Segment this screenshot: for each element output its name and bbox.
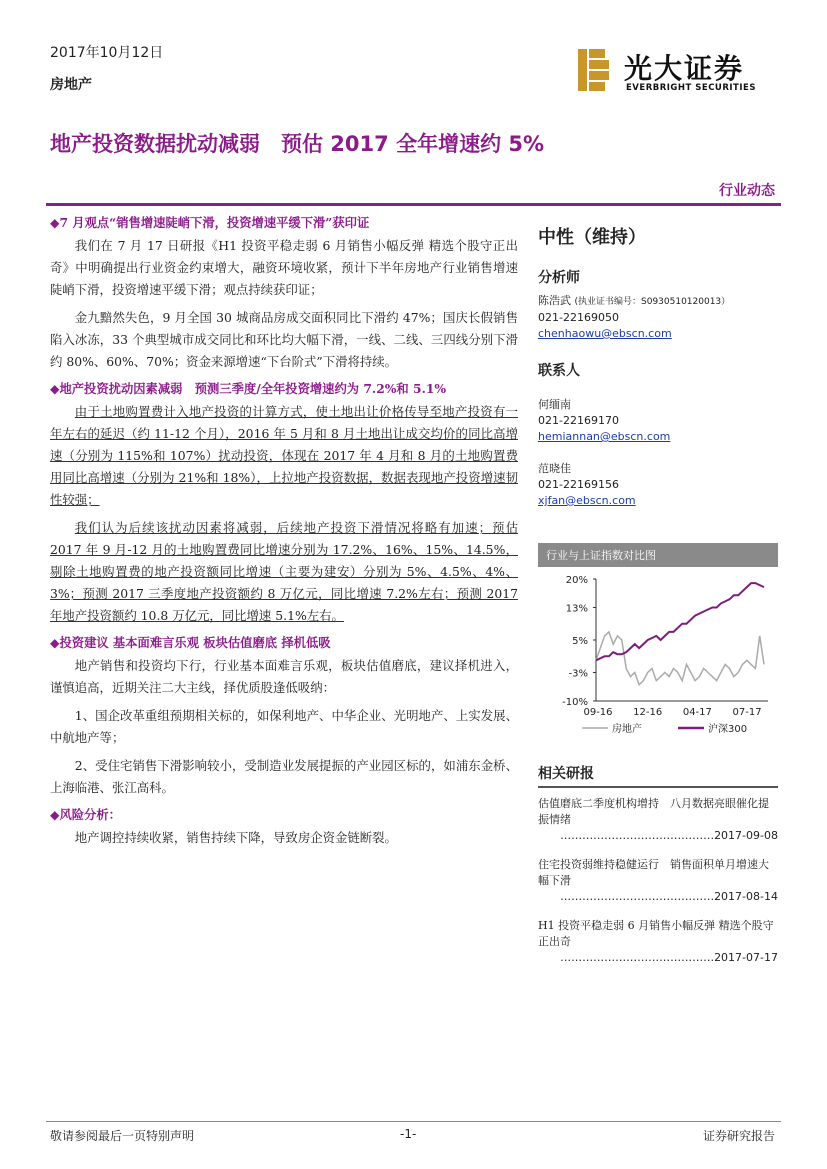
analyst-name: 陈浩武	[538, 294, 571, 307]
document-type: 行业动态	[719, 183, 775, 199]
y-tick-label: -10%	[562, 697, 588, 708]
section-heading-investment-forecast: ◆地产投资扰动因素减弱 预测三季度/全年投资增速约为 7.2%和 5.1%	[50, 381, 447, 396]
logo-text-cn: 光大证券	[624, 52, 745, 85]
related-report-title: H1 投资平稳走弱 6 月销售小幅反弹 精选个股守正出奇	[538, 919, 774, 948]
series-line-hs300	[596, 583, 764, 660]
footer-report-type: 证券研究报告	[702, 1129, 775, 1143]
analyst-phone: 021-22169050	[538, 311, 619, 324]
logo-text-en: EVERBRIGHT SECURITIES	[626, 83, 756, 93]
sidebar	[538, 213, 778, 509]
related-report-date: ……………………………………2017-09-08	[560, 829, 778, 842]
analyst-block	[538, 293, 778, 342]
y-tick-label: -3%	[568, 668, 588, 680]
footer-divider	[46, 1121, 781, 1122]
contact-name: 范晓佳	[538, 462, 571, 475]
x-tick-label: 12-16	[633, 707, 663, 718]
x-tick-label: 07-17	[732, 707, 762, 718]
list-item: 1、国企改革重组预期相关标的，如保利地产、中华企业、光明地产、上实发展、中航地产等；	[50, 708, 518, 745]
series-line-real-estate	[596, 632, 764, 685]
contact-block	[538, 397, 778, 445]
comparison-chart	[538, 543, 778, 747]
related-report-item[interactable]	[538, 796, 778, 844]
sector-label: 房地产	[50, 77, 92, 93]
paragraph: 我们在 7 月 17 日研报《H1 投资平稳走弱 6 月销售小幅反弹 精选个股守正出奇》中明确提出行业资金约束增大，融资环境收紧，预计下半年房地产行业销售增速陡峭下滑，投资增速平缓下滑；观点持续获印证；	[50, 238, 518, 297]
y-tick-label: 20%	[565, 575, 588, 586]
report-date: 2017年10月12日	[50, 45, 164, 61]
rating-label: 中性（维持）	[538, 227, 646, 248]
analyst-cert: (执业证书编号：S0930510120013）	[574, 297, 731, 307]
y-tick-label: 13%	[565, 603, 588, 615]
paragraph: 由于土地购置费计入地产投资的计算方式，使土地出让价格传导至地产投资有一年左右的延迟（约 11-12 个月），2016 年 5 月和 8 月土地出让成交均价的同比高增速（分别为 115%和 107%）扰动投资，体现在 2017 年 4 月和 8 月的土地购置费用同比高增速（分别为 21%和 18%），上拉地产投资数据，数据表现地产投资增速韧性较强；	[50, 404, 518, 507]
list-item: 2、受住宅销售下滑影响较小，受制造业发展提振的产业园区标的，如浦东金桥、上海临港、张江高科。	[50, 758, 518, 795]
contact-email-link[interactable]: xjfan@ebscn.com	[538, 494, 636, 507]
contact-phone: 021-22169170	[538, 414, 619, 427]
section-heading-july-view: ◆7 月观点“销售增速陡峭下滑，投资增速平缓下滑”获印证	[50, 215, 370, 230]
related-report-item[interactable]	[538, 857, 778, 905]
logo-mark-icon	[578, 49, 610, 91]
footer-disclaimer: 敬请参阅最后一页特别声明	[50, 1129, 195, 1143]
legend-label: 房地产	[612, 724, 642, 735]
main-content	[50, 213, 518, 855]
analyst-heading: 分析师	[538, 270, 580, 286]
related-divider	[538, 786, 778, 788]
contact-block	[538, 461, 778, 509]
contact-heading: 联系人	[538, 363, 580, 379]
chart-title: 行业与上证指数对比图	[538, 543, 778, 567]
related-report-title: 住宅投资弱维持稳健运行 销售面积单月增速大幅下滑	[538, 858, 769, 887]
section-heading-risk: ◆风险分析：	[50, 807, 121, 822]
related-report-date: ……………………………………2017-07-17	[560, 951, 778, 964]
related-reports-heading: 相关研报	[538, 766, 594, 782]
report-title: 地产投资数据扰动减弱 预估 2017 全年增速约 5%	[50, 132, 545, 156]
related-report-item[interactable]	[538, 918, 778, 966]
paragraph: 地产调控持续收紧，销售持续下降，导致房企资金链断裂。	[74, 830, 397, 845]
x-tick-label: 09-16	[583, 707, 613, 718]
page-number: -1-	[400, 1127, 417, 1141]
y-tick-label: 5%	[572, 636, 588, 647]
section-heading-investment-advice: ◆投资建议 基本面难言乐观 板块估值磨底 择机低吸	[50, 635, 331, 650]
x-tick-label: 04-17	[682, 707, 712, 718]
contact-name: 何缅南	[538, 398, 571, 411]
analyst-email-link[interactable]: chenhaowu@ebscn.com	[538, 327, 672, 340]
paragraph: 金九黯然失色，9 月全国 30 城商品房成交面积同比下滑约 47%；国庆长假销售陷入冰冻，33 个典型城市成交同比和环比均大幅下滑，一线、二线、三四线分别下滑约 80%、60%、70%；资金来源增速“下台阶式”下滑将持续。	[50, 310, 518, 369]
chart-canvas	[538, 567, 778, 747]
company-logo	[578, 47, 778, 95]
contact-email-link[interactable]: hemiannan@ebscn.com	[538, 430, 671, 443]
related-report-date: ……………………………………2017-08-14	[560, 890, 778, 903]
paragraph: 我们认为后续该扰动因素将减弱，后续地产投资下滑情况将略有加速；预估 2017 年 9 月-12 月的土地购置费同比增速分别为 17.2%、16%、15%、14.5%，剔除土地购置费的地产投资额同比增速（主要为建安）分别为 5%、4.5%、4%、3%；预测 2017 三季度地产投资额约 8 万亿元，同比增速 7.2%左右；预测 2017 年地产投资额约 10.8 万亿元，同比增速 5.1%左右。	[50, 520, 518, 623]
header-divider	[46, 203, 781, 206]
contact-phone: 021-22169156	[538, 478, 619, 491]
paragraph: 地产销售和投资均下行，行业基本面难言乐观，板块估值磨底，建议择机进入，谨慎追高，近期关注二大主线，择优质股逢低吸纳：	[50, 658, 518, 695]
legend-label: 沪深300	[708, 724, 748, 735]
related-report-title: 估值磨底二季度机构增持 八月数据亮眼催化提振情绪	[538, 797, 769, 826]
